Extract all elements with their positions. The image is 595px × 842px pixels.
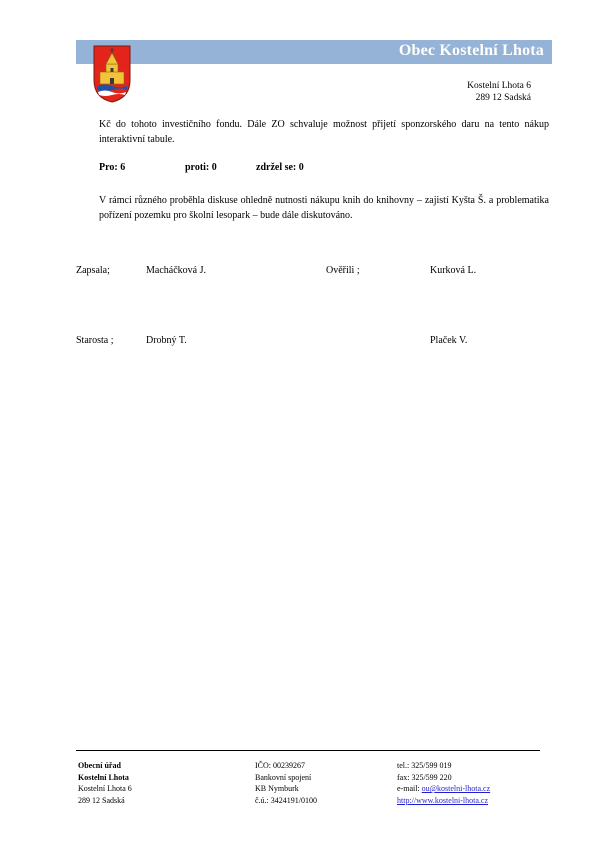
footer-office (78, 760, 132, 806)
signature-label-starosta: Starosta ; (76, 335, 114, 346)
signature-label-zapsala: Zapsala; (76, 265, 110, 276)
signature-name-zapsala: Macháčková J. (146, 265, 206, 276)
footer-email-link[interactable]: ou@kostelni-lhota.cz (421, 784, 491, 793)
footer-tel: tel.: 325/599 019 (397, 761, 452, 770)
address-block (467, 80, 531, 104)
footer-email-label: e-mail: (397, 784, 422, 793)
footer-contact (397, 760, 490, 806)
vote-proti: proti: 0 (185, 162, 217, 173)
footer-bank (255, 760, 317, 806)
footer-office-street: Kostelní Lhota 6 (78, 784, 132, 793)
footer-divider (76, 750, 540, 751)
vote-pro: Pro: 6 (99, 162, 126, 173)
footer-office-zip: 289 12 Sadská (78, 795, 125, 805)
footer-office-name: Obecní úřad (78, 761, 121, 770)
page-title: Obec Kostelní Lhota (398, 42, 544, 59)
header-bar (76, 40, 552, 64)
paragraph-approval: Kč do tohoto investičního fondu. Dále ZO schvaluje možnost přijetí sponzorského daru na tento nákup interaktivní tabule. (99, 119, 549, 145)
municipality-crest-icon (92, 44, 132, 104)
address-line: Kostelní Lhota 6 (467, 81, 531, 91)
address-line: 289 12 Sadská (475, 93, 531, 103)
signature-name-overil-2: Plaček V. (430, 335, 468, 346)
footer-bank-label: Bankovní spojení (255, 772, 312, 782)
footer-account: č.ú.: 3424191/0100 (255, 795, 317, 805)
signature-name-starosta: Drobný T. (146, 335, 187, 346)
vote-abstain: zdržel se: 0 (256, 162, 304, 173)
footer-office-town: Kostelní Lhota (78, 772, 129, 782)
signature-name-overil-1: Kurková L. (430, 265, 477, 276)
footer-fax: fax: 325/599 220 (397, 772, 452, 782)
paragraph-discussion: V rámci různého proběhla diskuse ohledně nutnosti nákupu knih do knihovny – zajistí Kyšta Š. a problematika pořízení pozemku pro školní lesopark – bude dále diskutováno. (99, 195, 549, 221)
footer-email-line (397, 783, 490, 795)
footer-web-link[interactable]: http://www.kostelni-lhota.cz (397, 795, 489, 805)
footer-bank-name: KB Nymburk (255, 784, 299, 793)
footer-ico: IČO: 00239267 (255, 761, 305, 770)
signature-label-overili: Ověřili ; (326, 265, 360, 276)
